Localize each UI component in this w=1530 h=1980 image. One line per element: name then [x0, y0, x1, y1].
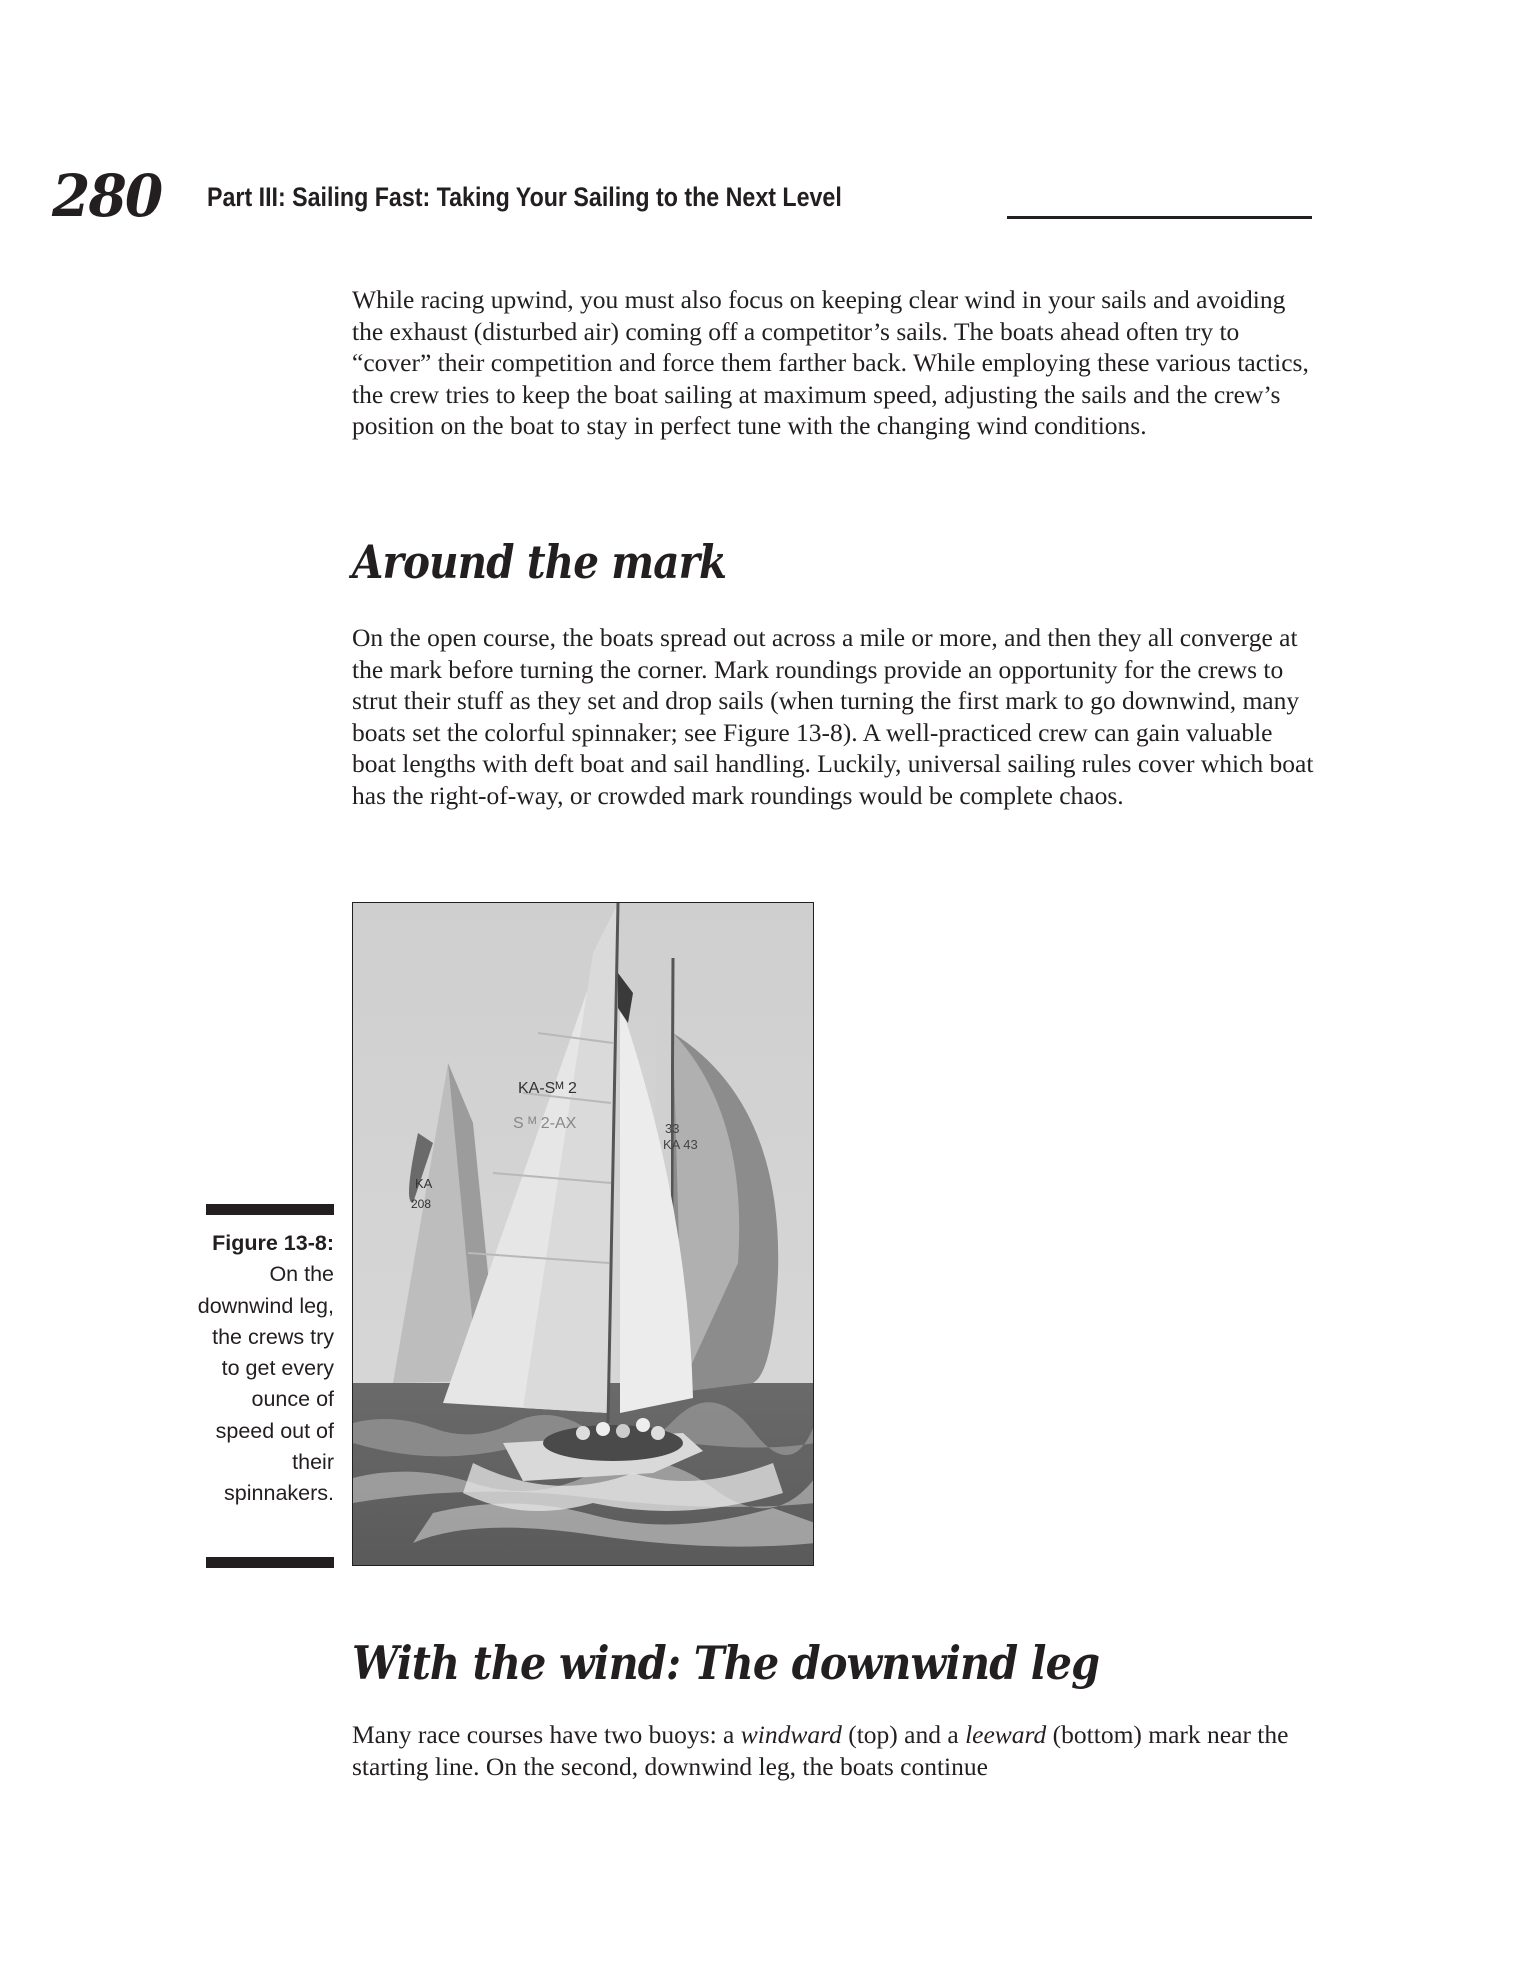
text-run: (top) and a: [841, 1720, 966, 1749]
figure-caption: [196, 1228, 334, 1510]
sail-number-main-back: S ᴹ 2-AX: [513, 1115, 577, 1132]
figure-caption-text: On the downwind leg, the crews try to get every ounce of speed out of their spinnakers.: [197, 1262, 334, 1506]
caption-rule-top: [206, 1204, 334, 1215]
sail-number-right-1: 33: [665, 1121, 680, 1136]
page-header: [52, 160, 1312, 240]
paragraph-race-courses: [352, 1719, 1322, 1782]
term-windward: windward: [740, 1720, 842, 1749]
header-rule: [1007, 216, 1312, 219]
figure-sailboats-photo: [352, 902, 814, 1566]
figure-label: Figure 13-8:: [212, 1231, 334, 1255]
sail-number-left-2: 208: [411, 1197, 432, 1211]
paragraph-text: [352, 1719, 1322, 1782]
sail-number-main-front: KA-Sᴹ 2: [518, 1080, 577, 1097]
text-run: (bottom) mark near the starting line. On the second, downwind leg, the boats continue: [352, 1720, 1289, 1781]
paragraph-text: On the open course, the boats spread out across a mile or more, and then they all converge at the mark before turning the corner. Mark roundings provide an opportunity for the crews to strut their stuff as they set and drop sails (when turning the first mark to go downwind, many boats set the colorful spinnaker; see Figure 13-8). A well-practiced crew can gain valuable boat lengths with deft boat and sail handling. Luckily, universal sailing rules cover which boat has the right-of-way, or crowded mark roundings would be complete chaos.: [352, 623, 1314, 810]
sail-number-left-1: KA: [415, 1176, 433, 1191]
page-number: 280: [52, 162, 162, 230]
heading-downwind-leg: With the wind: The downwind leg: [352, 1636, 1100, 1690]
term-leeward: leeward: [965, 1720, 1047, 1749]
sailboat-photo-illustration: [353, 903, 814, 1566]
paragraph-upwind: [352, 284, 1322, 442]
paragraph-mark-roundings: [352, 622, 1322, 811]
running-head: Part III: Sailing Fast: Taking Your Sailing to the Next Level: [207, 182, 842, 212]
heading-around-the-mark: Around the mark: [352, 535, 727, 589]
caption-rule-bottom: [206, 1557, 334, 1568]
paragraph-text: While racing upwind, you must also focus on keeping clear wind in your sails and avoiding the exhaust (disturbed air) coming off a competitor’s sails. The boats ahead often try to “cover” their competition and force them farther back. While employing these various tactics, the crew tries to keep the boat sailing at maximum speed, adjusting the sails and the crew’s position on the boat to stay in perfect tune with the changing wind conditions.: [352, 285, 1309, 440]
sail-number-right-2: KA 43: [663, 1137, 698, 1152]
text-run: Many race courses have two buoys: a: [352, 1720, 741, 1749]
